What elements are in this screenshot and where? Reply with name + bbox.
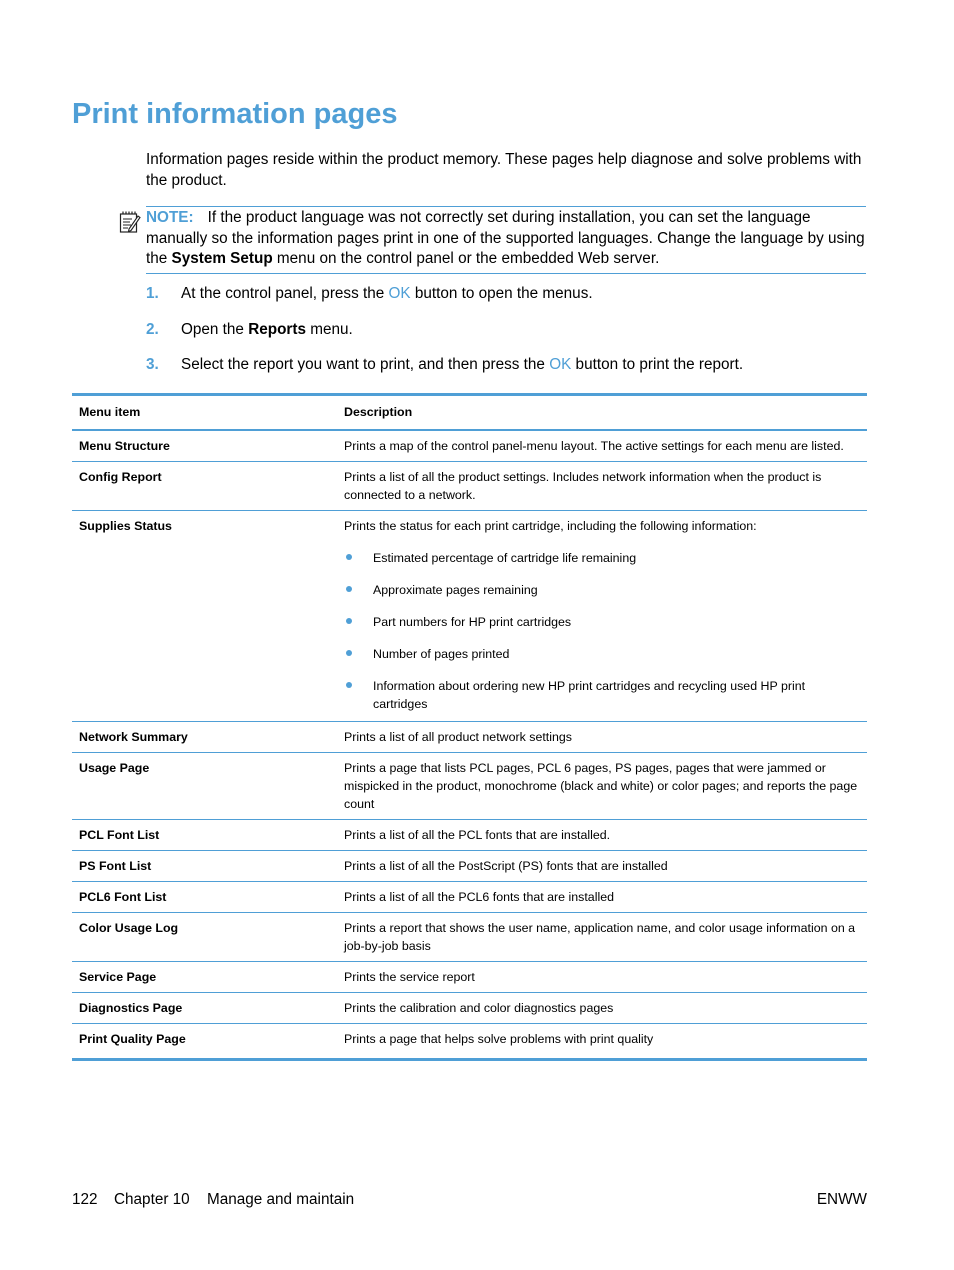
step-text (181, 319, 353, 340)
step-text-after: button to print the report. (571, 356, 744, 373)
table-row (72, 511, 867, 722)
menu-item-name: Network Summary (72, 722, 337, 753)
menu-item-name: Diagnostics Page (72, 993, 337, 1024)
column-header-menu-item: Menu item (72, 395, 337, 431)
menu-item-description: Prints a list of all the product settings. Includes network information when the product is connected to a network. (337, 462, 867, 511)
bullet-icon (346, 618, 352, 624)
table-row (72, 882, 867, 913)
bullet-text: Information about ordering new HP print cartridges and recycling used HP print cartridges (373, 679, 806, 711)
step-text-after: menu. (305, 320, 353, 338)
ok-button-reference: OK (549, 356, 572, 373)
bullet-text: Part numbers for HP print cartridges (373, 615, 572, 629)
table-row (72, 913, 867, 962)
step-text (181, 283, 593, 304)
menu-item-description: Prints the status for each print cartridge, including the following information: (344, 519, 757, 533)
step-number: 3. (146, 356, 159, 373)
column-header-description: Description (337, 395, 867, 431)
table-row (72, 851, 867, 882)
footer-chapter-title: Manage and maintain (207, 1191, 355, 1208)
footer-page-number: 122 (72, 1191, 98, 1208)
ok-button-reference: OK (388, 285, 411, 302)
menu-item-description: Prints a page that lists PCL pages, PCL 6 pages, PS pages, pages that were jammed or mispicked in the product, monochrome (black and white) or color pages; and reports the page count (337, 753, 867, 820)
step-item (146, 354, 866, 390)
step-text-before: Open the (181, 320, 249, 338)
note-text-1: If the product language was not correctly set during installation, you can set the language manually so the information pages print in one of the supported languages. Change the language by using the (146, 209, 865, 267)
table-row (72, 1024, 867, 1060)
bullet-icon (346, 554, 352, 560)
menu-item-description: Prints a list of all the PCL fonts that are installed. (337, 820, 867, 851)
list-item (344, 645, 860, 663)
list-item (344, 613, 860, 631)
menu-item-name: Service Page (72, 962, 337, 993)
table-row (72, 753, 867, 820)
menu-item-description: Prints the calibration and color diagnostics pages (337, 993, 867, 1024)
step-text (181, 354, 743, 375)
list-item (344, 677, 860, 713)
menu-item-name: Color Usage Log (72, 913, 337, 962)
supplies-bullet-list (344, 549, 860, 713)
step-text-before: At the control panel, press the (181, 285, 389, 302)
menu-item-description: Prints a report that shows the user name, application name, and color usage information on a job-by-job basis (337, 913, 867, 962)
step-text-before: Select the report you want to print, and then press the (181, 356, 550, 373)
menu-item-name: PCL6 Font List (72, 882, 337, 913)
bullet-text: Number of pages printed (373, 647, 510, 661)
menu-item-description: Prints a page that helps solve problems with print quality (344, 1032, 654, 1046)
table-row (72, 430, 867, 462)
menu-item-name: PS Font List (72, 851, 337, 882)
step-number: 2. (146, 320, 159, 338)
menu-item-name: Supplies Status (72, 511, 337, 722)
note-text-2: menu on the control panel or the embedded Web server. (272, 250, 660, 267)
menu-item-description-cell (337, 511, 867, 722)
menu-item-name: Print Quality Page (79, 1032, 186, 1046)
bullet-icon (346, 682, 352, 688)
bullet-text: Estimated percentage of cartridge life remaining (373, 551, 637, 565)
menu-item-description: Prints the service report (337, 962, 867, 993)
intro-paragraph: Information pages reside within the product memory. These pages help diagnose and solve problems with the product. (146, 151, 862, 189)
table-row (72, 722, 867, 753)
bullet-icon (346, 650, 352, 656)
table-row (72, 462, 867, 511)
step-list (146, 283, 866, 390)
menu-item-description: Prints a list of all the PostScript (PS) fonts that are installed (337, 851, 867, 882)
table-row (72, 962, 867, 993)
table-row (72, 820, 867, 851)
reports-menu-reference: Reports (248, 320, 306, 338)
table-header-row (72, 395, 867, 431)
step-number: 1. (146, 285, 159, 302)
menu-item-name: PCL Font List (72, 820, 337, 851)
note-bold: System Setup (171, 250, 273, 267)
bullet-icon (346, 586, 352, 592)
reports-menu-table (72, 393, 867, 1061)
list-item (344, 581, 860, 599)
menu-item-name: Menu Structure (72, 430, 337, 462)
note-box (146, 206, 866, 274)
list-item (344, 549, 860, 567)
note-icon (119, 210, 141, 234)
menu-item-name: Config Report (72, 462, 337, 511)
bullet-text: Approximate pages remaining (373, 583, 538, 597)
note-label: NOTE: (146, 209, 194, 226)
footer-locale: ENWW (816, 1191, 867, 1208)
footer-chapter: Chapter 10 (114, 1191, 190, 1208)
table-row (72, 993, 867, 1024)
menu-item-name: Usage Page (72, 753, 337, 820)
step-item (146, 319, 866, 355)
menu-item-description: Prints a list of all the PCL6 fonts that are installed (337, 882, 867, 913)
page-title: Print information pages (72, 98, 398, 130)
menu-item-description: Prints a list of all product network settings (337, 722, 867, 753)
step-text-after: button to open the menus. (410, 285, 593, 302)
menu-item-description: Prints a map of the control panel-menu layout. The active settings for each menu are listed. (337, 430, 867, 462)
step-item (146, 283, 866, 319)
